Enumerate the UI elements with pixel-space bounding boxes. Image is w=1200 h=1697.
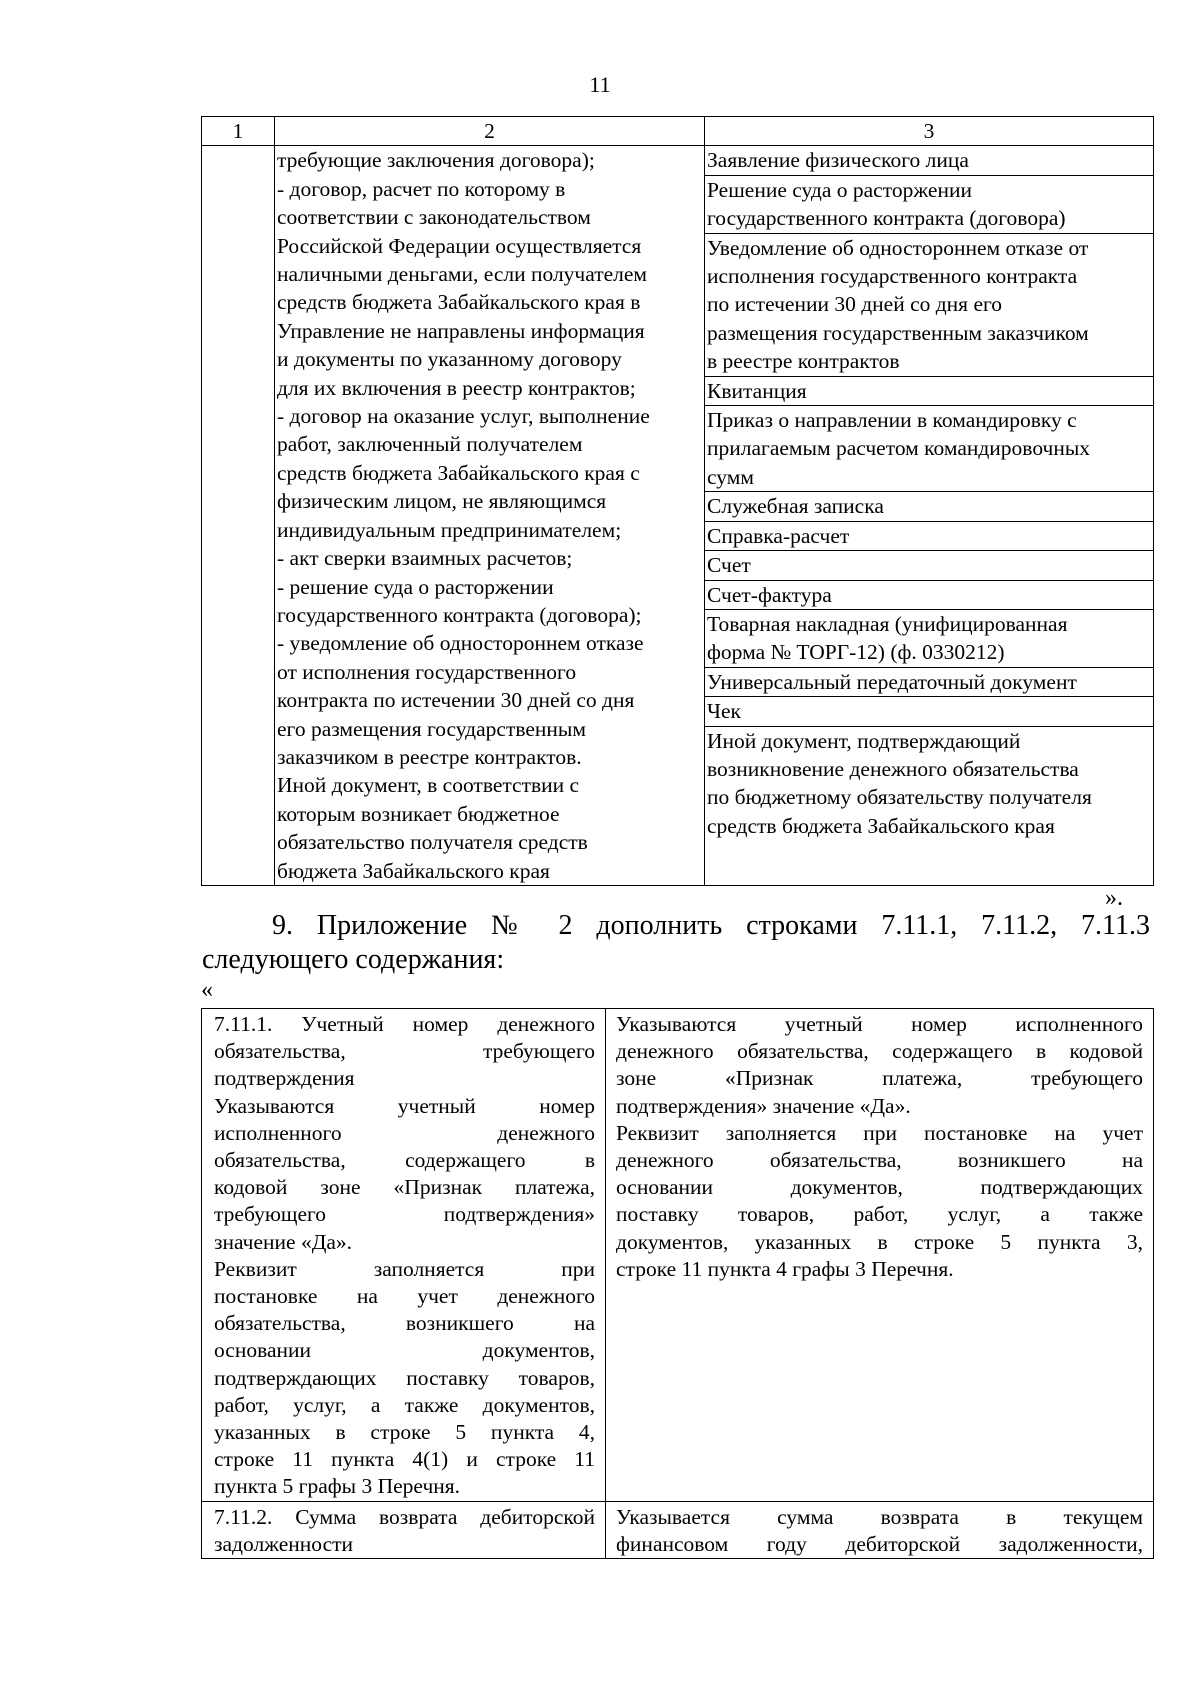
cell-line: Указывается сумма возврата в текущем [616, 1504, 1143, 1529]
cell-line: 7.11.1. Учетный номер денежного [214, 1012, 595, 1036]
col-2-text [277, 146, 702, 885]
requisites-table [201, 1008, 1154, 1559]
cell-line: документов, указанных в строке 5 пункта 3, [616, 1229, 1143, 1254]
cell-line: Реквизит заполняется при постановке на учет [616, 1120, 1143, 1145]
document-types-list [705, 146, 1153, 840]
document-type-item: Счет-фактура [705, 580, 1153, 609]
document-type-item: Служебная записка [705, 492, 1153, 521]
requisite-description-cell [606, 1009, 1154, 1502]
cell-line: исполненного денежного [214, 1120, 595, 1145]
document-type-item: Приказ о направлении в командировку с прилагаемым расчетом командировочных сумм [705, 406, 1153, 492]
col-2-line: требующие заключения договора); [277, 148, 595, 173]
cell-line: требующего подтверждения» [214, 1202, 595, 1227]
documents-table [201, 116, 1154, 886]
col-2-line: средств бюджета Забайкальского края в [277, 290, 641, 315]
col-2-line: обязательство получателя средств [277, 830, 588, 855]
requisite-name-cell [202, 1009, 606, 1502]
col-2-line: Иной документ, в соответствии с [277, 773, 580, 798]
requisite-name-cell [202, 1501, 606, 1558]
col-2-line: и документы по указанному договору [277, 347, 622, 372]
col-2-line: государственного контракта (договора); [277, 602, 642, 627]
col-2-line: - акт сверки взаимных расчетов; [277, 546, 573, 571]
document-type-item: Заявление физического лица [705, 146, 1153, 175]
cell-line: Указываются учетный номер [214, 1093, 595, 1118]
cell-line: подтверждения» значение «Да». [616, 1093, 911, 1118]
opening-quote: « [201, 977, 213, 1003]
col-2-line: которым возникает бюджетное [277, 801, 560, 826]
col-2-line: заказчиком в реестре контрактов. [277, 744, 582, 769]
cell-line: строке 11 пункта 4(1) и строке 11 [214, 1447, 595, 1472]
cell-line: постановке на учет денежного [214, 1284, 595, 1309]
col-2-line: - договор на оказание услуг, выполнение [277, 404, 650, 429]
closing-quote: ». [1105, 885, 1123, 911]
cell-line: подтверждающих поставку товаров, [214, 1365, 595, 1390]
header-col-2: 2 [275, 117, 705, 146]
document-type-item: Товарная накладная (унифицированная форма № ТОРГ-12) (ф. 0330212) [705, 609, 1153, 667]
document-type-item: Чек [705, 697, 1153, 726]
document-type-item: Иной документ, подтверждающий возникновение денежного обязательства по бюджетному обязательству получателя средств бюджета Забайкальского края [707, 728, 1092, 838]
col-2-line: соответствии с законодательством [277, 205, 591, 230]
table-header-row [202, 117, 1154, 146]
cell-line: задолженности [214, 1531, 354, 1556]
col-2-line: контракта по истечении 30 дней со дня [277, 688, 635, 713]
table-body-row [202, 146, 1154, 886]
col-2-line: физическим лицом, не являющимся [277, 489, 607, 514]
cell-line: обязательства, возникшего на [214, 1311, 595, 1336]
col-2-line: наличными деньгами, если получателем [277, 262, 648, 287]
col-2-line: - договор, расчет по которому в [277, 176, 566, 201]
cell-line: Указываются учетный номер исполненного [616, 1012, 1143, 1036]
col-2-line: для их включения в реестр контрактов; [277, 375, 636, 400]
cell-line: денежного обязательства, возникшего на [616, 1148, 1143, 1173]
col-2-cell [275, 146, 705, 886]
col-2-line: Управление не направлены информация [277, 318, 645, 343]
col-2-line: от исполнения государственного [277, 659, 577, 684]
cell-line: пункта 5 графы 3 Перечня. [214, 1474, 461, 1499]
requisite-description-cell [606, 1501, 1154, 1558]
cell-line: обязательства, требующего [214, 1039, 595, 1064]
cell-line: обязательства, содержащего в [214, 1148, 595, 1173]
table-row [202, 1009, 1154, 1502]
cell-line: значение «Да». [214, 1229, 353, 1254]
table-row [202, 1501, 1154, 1558]
amendment-paragraph [202, 909, 1150, 977]
header-col-1: 1 [202, 117, 275, 146]
cell-line: работ, услуг, а также документов, [214, 1392, 595, 1417]
document-type-item: Универсальный передаточный документ [705, 667, 1153, 696]
cell-line: кодовой зоне «Признак платежа, [214, 1175, 595, 1200]
cell-line: поставку товаров, работ, услуг, а также [616, 1202, 1143, 1227]
document-type-item: Уведомление об одностороннем отказе от исполнения государственного контракта по истечении 30 дней со дня его размещения государственным заказчиком в реестре контрактов [705, 233, 1153, 376]
document-type-item: Счет [705, 551, 1153, 580]
cell-line: зоне «Признак платежа, требующего [616, 1066, 1143, 1091]
document-type-item: Справка-расчет [705, 521, 1153, 550]
col-2-line: бюджета Забайкальского края [277, 858, 550, 883]
cell-line: денежного обязательства, содержащего в кодовой [616, 1039, 1143, 1064]
cell-line: основании документов, подтверждающих [616, 1175, 1143, 1200]
cell-line: 7.11.2. Сумма возврата дебиторской [214, 1504, 595, 1529]
col-2-line: - уведомление об одностороннем отказе [277, 631, 644, 656]
cell-line: финансовом году дебиторской задолженности, [616, 1531, 1143, 1556]
col-3-cell [705, 146, 1154, 886]
cell-line: основании документов, [214, 1338, 595, 1363]
cell-line: подтверждения [214, 1066, 355, 1091]
cell-line: указанных в строке 5 пункта 4, [214, 1420, 595, 1445]
cell-line: Реквизит заполняется при [214, 1256, 595, 1281]
document-type-item: Квитанция [705, 376, 1153, 405]
document-type-item: Решение суда о расторжении государственного контракта (договора) [705, 175, 1153, 233]
col-2-line: Российской Федерации осуществляется [277, 233, 642, 258]
col-2-line: его размещения государственным [277, 716, 586, 741]
col-1-cell [202, 146, 275, 886]
paragraph-line-1: 9. Приложение № 2 дополнить строками 7.11.1, 7.11.2, 7.11.3 [272, 910, 1150, 941]
header-col-3: 3 [705, 117, 1154, 146]
cell-line: строке 11 пункта 4 графы 3 Перечня. [616, 1256, 954, 1281]
col-2-line: - решение суда о расторжении [277, 574, 554, 599]
col-2-line: средств бюджета Забайкальского края с [277, 460, 640, 485]
paragraph-line-2: следующего содержания: [202, 944, 505, 975]
col-2-line: работ, заключенный получателем [277, 432, 583, 457]
page-number: 11 [589, 72, 611, 97]
col-2-line: индивидуальным предпринимателем; [277, 517, 622, 542]
